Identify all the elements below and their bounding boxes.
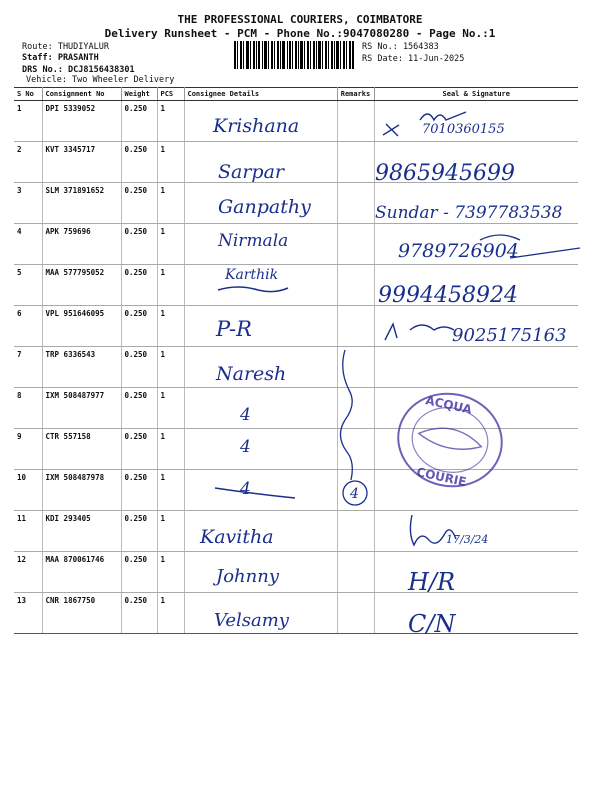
table-row: [14, 224, 578, 265]
table-row: [14, 388, 578, 429]
row-sno: 11: [14, 511, 42, 552]
row-signature: [374, 101, 578, 142]
row-consignee-details: [184, 265, 337, 306]
row-sno: 9: [14, 429, 42, 470]
consignee-hw-8: 4: [240, 405, 251, 425]
col-consignment: Consignment No: [42, 88, 121, 101]
row-remarks: [337, 183, 374, 224]
row-consignment-no: CNR 1867750: [42, 593, 121, 634]
row-consignment-no: IXM 508487978: [42, 470, 121, 511]
signature-3: Sundar - 7397783538: [375, 203, 563, 223]
table-row: [14, 429, 578, 470]
col-remarks: Remarks: [337, 88, 374, 101]
row-sno: 3: [14, 183, 42, 224]
row-weight: 0.250: [121, 511, 157, 552]
row-sno: 7: [14, 347, 42, 388]
row-signature: [374, 470, 578, 511]
row-remarks: [337, 306, 374, 347]
rs-number: RS No.: 1564383: [362, 42, 439, 52]
row-consignee-details: [184, 142, 337, 183]
row-pcs: 1: [157, 142, 184, 183]
barcode: [234, 41, 354, 69]
row-remarks: [337, 265, 374, 306]
row-remarks: [337, 470, 374, 511]
row-weight: 0.250: [121, 183, 157, 224]
row-sno: 5: [14, 265, 42, 306]
row-sno: 13: [14, 593, 42, 634]
row-pcs: 1: [157, 306, 184, 347]
stamp-top-text: ACQUA: [424, 393, 474, 417]
table-row: [14, 101, 578, 142]
table-row: [14, 347, 578, 388]
row-pcs: 1: [157, 429, 184, 470]
signature-2: 9865945699: [375, 161, 515, 186]
row-remarks: [337, 101, 374, 142]
row-sno: 1: [14, 101, 42, 142]
row-consignee-details: [184, 388, 337, 429]
row-pcs: 1: [157, 347, 184, 388]
col-pcs: PCS: [157, 88, 184, 101]
row-pcs: 1: [157, 101, 184, 142]
row-consignee-details: [184, 470, 337, 511]
row-weight: 0.250: [121, 552, 157, 593]
row-remarks: [337, 552, 374, 593]
col-weight: Weight: [121, 88, 157, 101]
row-sno: 6: [14, 306, 42, 347]
row-signature: [374, 429, 578, 470]
row-pcs: 1: [157, 470, 184, 511]
row-remarks: [337, 593, 374, 634]
table-header-row: [14, 88, 578, 101]
row-consignee-details: [184, 306, 337, 347]
row-weight: 0.250: [121, 306, 157, 347]
row-weight: 0.250: [121, 593, 157, 634]
row-consignee-details: [184, 183, 337, 224]
rs-date: RS Date: 11-Jun-2025: [362, 54, 465, 64]
row-signature: [374, 306, 578, 347]
row-signature: [374, 224, 578, 265]
table-row: [14, 183, 578, 224]
stamp-bottom-text: COURIE: [415, 464, 468, 490]
row-pcs: 1: [157, 552, 184, 593]
signature-4: 9789726904: [398, 240, 519, 262]
row-consignment-no: MAA 870061746: [42, 552, 121, 593]
table-row: [14, 142, 578, 183]
row-consignment-no: KVT 3345717: [42, 142, 121, 183]
row-weight: 0.250: [121, 224, 157, 265]
runsheet-table: [14, 87, 578, 634]
row-weight: 0.250: [121, 429, 157, 470]
consignee-hw-12: Johnny: [216, 566, 279, 587]
table-row: [14, 470, 578, 511]
row-sno: 10: [14, 470, 42, 511]
row-consignee-details: [184, 224, 337, 265]
row-signature: [374, 183, 578, 224]
consignee-hw-1: Krishana: [213, 115, 300, 137]
remark-mark: 4: [350, 486, 359, 502]
row-consignee-details: [184, 552, 337, 593]
signature-11: 17/3/24: [446, 533, 489, 546]
consignee-hw-4: Nirmala: [218, 231, 289, 251]
row-consignment-no: VPL 951646095: [42, 306, 121, 347]
table-row: [14, 265, 578, 306]
consignee-hw-6: P-R: [216, 317, 252, 341]
row-consignment-no: DPI 5339052: [42, 101, 121, 142]
row-remarks: [337, 224, 374, 265]
col-signature: Seal & Signature: [374, 88, 578, 101]
row-consignment-no: APK 759696: [42, 224, 121, 265]
col-consignee: Consignee Details: [184, 88, 337, 101]
row-signature: [374, 388, 578, 429]
row-consignment-no: CTR 557158: [42, 429, 121, 470]
signature-6: 9025175163: [452, 325, 567, 346]
row-weight: 0.250: [121, 388, 157, 429]
consignee-hw-3: Ganpathy: [218, 196, 311, 218]
company-title: THE PROFESSIONAL COURIERS, COIMBATORE: [177, 13, 423, 26]
row-consignment-no: SLM 371891652: [42, 183, 121, 224]
signature-5: 9994458924: [378, 283, 518, 308]
route-label: Route: THUDIYALUR: [22, 42, 109, 52]
row-consignment-no: KDI 293405: [42, 511, 121, 552]
row-pcs: 1: [157, 593, 184, 634]
row-remarks: [337, 388, 374, 429]
row-signature: [374, 142, 578, 183]
row-weight: 0.250: [121, 142, 157, 183]
row-signature: [374, 347, 578, 388]
row-pcs: 1: [157, 183, 184, 224]
consignee-hw-7: Naresh: [216, 363, 287, 385]
staff-label: Staff: PRASANTH: [22, 53, 99, 63]
table-row: [14, 511, 578, 552]
consignee-hw-2: Sarpar: [218, 161, 284, 183]
row-sno: 8: [14, 388, 42, 429]
row-remarks: [337, 511, 374, 552]
row-signature: [374, 265, 578, 306]
table-row: [14, 306, 578, 347]
row-consignee-details: [184, 101, 337, 142]
row-consignee-details: [184, 593, 337, 634]
row-consignment-no: IXM 508487977: [42, 388, 121, 429]
signature-12: H/R: [408, 568, 456, 596]
row-pcs: 1: [157, 511, 184, 552]
row-consignee-details: [184, 511, 337, 552]
row-weight: 0.250: [121, 347, 157, 388]
row-pcs: 1: [157, 388, 184, 429]
signature-1: 7010360155: [422, 122, 505, 137]
row-consignment-no: MAA 577795052: [42, 265, 121, 306]
consignee-hw-13: Velsamy: [214, 610, 289, 631]
consignee-hw-5: Karthik: [225, 267, 279, 283]
row-weight: 0.250: [121, 265, 157, 306]
row-sno: 2: [14, 142, 42, 183]
table-row: [14, 593, 578, 634]
table-row: [14, 552, 578, 593]
signature-13: C/N: [408, 610, 456, 638]
row-consignment-no: TRP 6336543: [42, 347, 121, 388]
consignee-hw-11: Kavitha: [200, 526, 274, 548]
runsheet-subtitle: Delivery Runsheet - PCM - Phone No.:9047080280 - Page No.:1: [104, 27, 496, 40]
row-weight: 0.250: [121, 101, 157, 142]
row-signature: [374, 552, 578, 593]
row-pcs: 1: [157, 265, 184, 306]
row-remarks: [337, 429, 374, 470]
row-weight: 0.250: [121, 470, 157, 511]
row-consignee-details: [184, 429, 337, 470]
consignee-hw-10: 4: [240, 479, 251, 499]
row-remarks: [337, 347, 374, 388]
row-consignee-details: [184, 347, 337, 388]
consignee-hw-9: 4: [240, 437, 251, 457]
row-signature: [374, 511, 578, 552]
vehicle-label: Vehicle: Two Wheeler Delivery: [26, 75, 175, 85]
row-remarks: [337, 142, 374, 183]
drs-number: DRS No.: DCJ8156438301: [22, 65, 135, 75]
row-sno: 12: [14, 552, 42, 593]
row-pcs: 1: [157, 224, 184, 265]
col-sno: S No: [14, 88, 42, 101]
row-sno: 4: [14, 224, 42, 265]
row-signature: [374, 593, 578, 634]
